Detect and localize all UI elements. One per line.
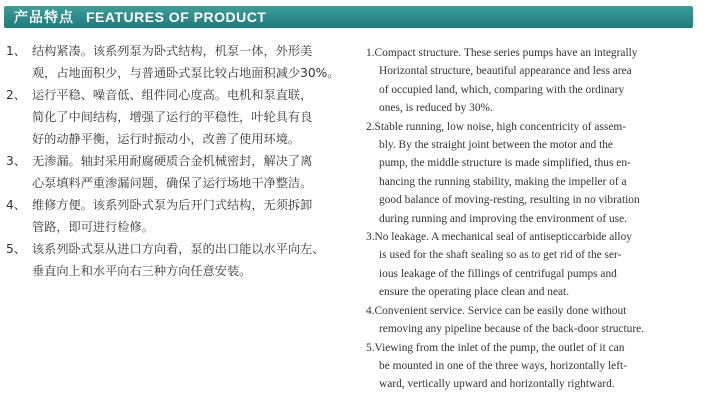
- feature-line: 无渗漏。轴封采用耐腐硬质合金机械密封，解决了离: [32, 154, 313, 168]
- features-list-cn: [6, 40, 351, 282]
- feature-text: [32, 150, 351, 194]
- feature-line: 4.Convenient service. Service can be easily done without: [366, 304, 627, 317]
- feature-line: ensure the operating place clean and neat.: [379, 286, 570, 299]
- section-title-cn: 产品特点: [14, 10, 74, 26]
- features-list-en: [366, 44, 696, 394]
- feature-line: 1.Compact structure. These series pumps have an integrally: [366, 47, 638, 59]
- feature-line: bly. By the straight joint between the motor and the: [379, 139, 613, 152]
- feature-item-en-3: [366, 228, 696, 302]
- feature-item-cn-5: [6, 238, 351, 282]
- feature-line: 观，占地面积少，与普通卧式泵比较占地面积减少30%。: [32, 66, 340, 80]
- feature-text: [32, 40, 351, 84]
- feature-line: 5.Viewing from the inlet of the pump, the outlet of it can: [366, 341, 625, 354]
- feature-number: 4、: [6, 198, 26, 212]
- feature-line: 该系列卧式泵从进口方向看，泵的出口能以水平向左、: [32, 242, 325, 256]
- feature-item-cn-1: [6, 40, 351, 84]
- feature-line: ious leakage of the fillings of centrifugal pumps and: [379, 267, 617, 280]
- feature-line: 好的动静平衡，运行时振动小，改善了使用环境。: [32, 132, 301, 146]
- feature-item-en-2: [366, 118, 696, 228]
- feature-item-en-5: [366, 339, 696, 394]
- feature-line: 管路，即可进行检修。: [32, 220, 154, 234]
- feature-line: good balance of moving-resting, resulting in no vibration: [379, 194, 640, 207]
- feature-line: 心泵填料严重渗漏问题，确保了运行场地干净整洁。: [32, 176, 313, 190]
- section-header-bar: [4, 6, 693, 28]
- feature-line: pump, the middle structure is made simplified, thus en-: [379, 157, 631, 170]
- feature-line: ones, is reduced by 30%.: [379, 102, 493, 115]
- feature-item-cn-4: [6, 194, 351, 238]
- feature-line: 3.No leakage. A mechanical seal of antisepticcarbide alloy: [366, 231, 632, 244]
- feature-line: is used for the shaft sealing so as to get rid of the ser-: [379, 249, 622, 262]
- feature-line: 结构紧凑。该系列泵为卧式结构，机泵一体，外形美: [32, 44, 313, 58]
- feature-line: during running and improving the environment of use.: [379, 212, 628, 225]
- feature-text: [32, 238, 351, 282]
- feature-line: 垂直向上和水平向右三种方向任意安装。: [32, 264, 252, 278]
- feature-number: 1、: [6, 44, 26, 58]
- section-title-en: FEATURES OF PRODUCT: [86, 9, 267, 25]
- feature-line: be mounted in one of the three ways, horizontally left-: [379, 359, 627, 372]
- feature-line: Horizontal structure, beautiful appearance and less area: [379, 65, 632, 78]
- feature-line: 简化了中间结构，增强了运行的平稳性，叶轮具有良: [32, 110, 313, 124]
- feature-number: 5、: [6, 242, 26, 256]
- feature-text: [32, 84, 351, 150]
- feature-line: 运行平稳、噪音低、组件同心度高。电机和泵直联，: [32, 88, 313, 102]
- feature-line: ward, vertically upward and horizontally rightward.: [379, 378, 615, 391]
- feature-line: hancing the running stability, making the impeller of a: [379, 175, 627, 188]
- feature-item-en-4: [366, 302, 696, 339]
- feature-item-cn-3: [6, 150, 351, 194]
- feature-line: of occupied land, which, comparing with the ordinary: [379, 83, 625, 96]
- feature-text: [32, 194, 351, 238]
- feature-number: 2、: [6, 88, 26, 102]
- feature-item-cn-2: [6, 84, 351, 150]
- feature-item-en-1: [366, 44, 696, 118]
- feature-line: removing any pipeline because of the back-door structure.: [379, 323, 645, 336]
- feature-line: 维修方便。该系列卧式泵为后开门式结构，无须拆卸: [32, 198, 313, 212]
- feature-number: 3、: [6, 154, 26, 168]
- feature-line: 2.Stable running, low noise, high concentricity of assem-: [366, 120, 627, 133]
